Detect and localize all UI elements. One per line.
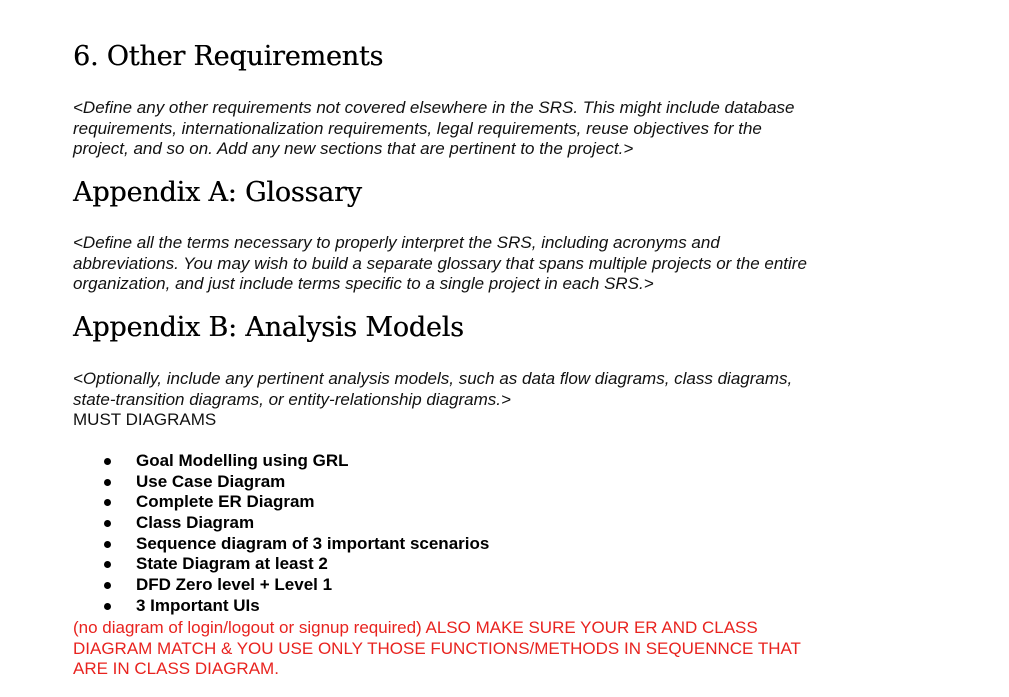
appendix-b-heading: Appendix B: Analysis Models [73, 312, 464, 343]
diagram-requirements-note [73, 618, 973, 680]
section-6-description-line: <Define any other requirements not covered elsewhere in the SRS. This might include database [73, 98, 795, 117]
appendix-b-description-line: <Optionally, include any pertinent analysis models, such as data flow diagrams, class diagrams, [73, 369, 793, 388]
appendix-a-description-line: organization, and just include terms specific to a single project in each SRS.> [73, 274, 654, 294]
list-item-text: Sequence diagram of 3 important scenarios [136, 533, 490, 553]
bullet-icon [104, 561, 111, 568]
appendix-a-description-line: abbreviations. You may wish to build a separate glossary that spans multiple projects or the entire [73, 253, 807, 273]
section-6-description-line: requirements, internationalization requirements, legal requirements, reuse objectives for the [73, 118, 762, 138]
bullet-icon [104, 458, 111, 465]
list-item-text: Class Diagram [136, 513, 255, 533]
list-item-text: Use Case Diagram [136, 471, 286, 491]
appendix-a-description [73, 233, 953, 295]
note-line: DIAGRAM MATCH & YOU USE ONLY THOSE FUNCTIONS/METHODS IN SEQUENNCE THAT [73, 638, 801, 658]
bullet-icon [104, 520, 111, 527]
bullet-icon [104, 582, 111, 589]
section-6-heading: 6. Other Requirements [73, 41, 384, 72]
bullet-icon [104, 499, 111, 506]
appendix-b-description-line: state-transition diagrams, or entity-relationship diagrams.> [73, 389, 511, 409]
list-item-text: State Diagram at least 2 [136, 554, 328, 574]
list-item-text: Complete ER Diagram [136, 492, 315, 512]
bullet-icon [104, 541, 111, 548]
appendix-a-heading: Appendix A: Glossary [73, 177, 362, 208]
bullet-icon [104, 479, 111, 486]
note-line: ARE IN CLASS DIAGRAM. [73, 659, 279, 679]
list-item-text: Goal Modelling using GRL [136, 451, 349, 470]
list-item-text: 3 Important UIs [136, 595, 260, 615]
section-6-description-line: project, and so on. Add any new sections that are pertinent to the project.> [73, 139, 634, 159]
section-6-description [73, 98, 953, 160]
list-item-text: DFD Zero level + Level 1 [136, 575, 333, 595]
note-line: (no diagram of login/logout or signup required) ALSO MAKE SURE YOUR ER AND CLASS [73, 618, 758, 637]
must-diagrams-label: MUST DIAGRAMS [73, 410, 217, 429]
appendix-b-description [73, 369, 953, 410]
bullet-icon [104, 603, 111, 610]
appendix-a-description-line: <Define all the terms necessary to properly interpret the SRS, including acronyms and [73, 233, 720, 252]
